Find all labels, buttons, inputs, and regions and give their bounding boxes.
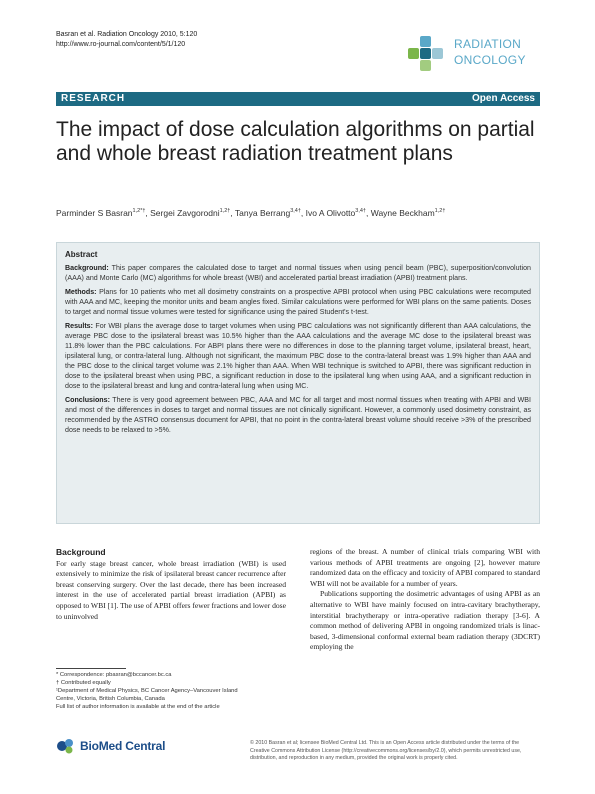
affiliation-note: ¹Department of Medical Physics, BC Cancer Agency–Vancouver Island	[56, 688, 238, 694]
publisher-logo	[56, 737, 176, 755]
abstract-results: Results: For WBI plans the average dose to target volumes when using PBC calculations was not significantly different than AAA calculations, the average PBC dose to the ipsilateral breast was 10.5% higher than the AAA calculations and the average MC dose to the ipsilateral breast was 11.8% lower than the PBC calculations. For ABPI plans there were no differences in dose to the planning target volume, ipsilateral breast, heart, ipsilateral lung, or contra-lateral lung. Although not significant, the maximum PBC dose to the contra-lateral breast was 1.9% higher than AAA and the PBC dose to the clinical target volume was 2.1% higher than AAA. When WBI technique is switched to APBI, there was significant reduction in dose to the ipsilateral breast when using PBC, a significant reduction in dose to the ipsilateral lung when using AAA, and a significant reduction in dose to the ipsilateral breast and lung and contra-lateral lung when using MC.	[65, 322, 531, 390]
affiliation-note: Centre, Victoria, British Columbia, Canada	[56, 696, 165, 702]
body-paragraph: Publications supporting the dosimetric advantages of using APBI as an alternative to WBI have mainly focused on intra-cavitary brachytherapy, interstitial brachytherapy or intra-operative radiation therapy [3-6]. A common method of delivering APBI in ongoing randomized trials is linac-based, 3-dimensional conformal external beam radiation therapy (3DCRT) employing the	[310, 589, 540, 652]
section-banner	[56, 92, 540, 106]
abstract-box	[56, 242, 540, 524]
body-paragraph: regions of the breast. A number of clinical trials comparing WBI with various methods of APBI treatments are ongoing [2], however mature randomized data on the efficacy and toxicity of APBI compared to standard WBI will not be available for a number of years.	[310, 547, 540, 588]
logo-square	[432, 48, 443, 59]
journal-logo	[408, 36, 548, 76]
abstract-conclusions: Conclusions: There is very good agreement between PBC, AAA and MC for all target and most normal tissues when treating with APBI and WBI and most of the differences in doses to target and normal tissues are not clinically significant. However, a commonly used dosimetry constraint, as recommended by the ASTRO consensus document for APBI, that no point in the contra-lateral breast volume should receive >3% of the prescribed dose needs to be relaxed to >5%.	[65, 396, 531, 434]
correspondence-note[interactable]: * Correspondence: pbasran@bccancer.bc.ca	[56, 672, 172, 678]
body-right-column	[310, 547, 540, 653]
citation-journal: Basran et al. Radiation Oncology 2010, 5:120	[56, 31, 198, 38]
body-paragraph: For early stage breast cancer, whole breast irradiation (WBI) is used extensively to minimize the risk of ipsilateral breast cancer recurrence after breast conserving surgery. Over the last decade, there has been increased interest in the use of accelerated partial breast irradiation (APBI) as opposed to WBI [1]. The use of APBI offers fewer fractions and lower dose to uninvolved	[56, 558, 286, 621]
author: Wayne Beckham$^{1,2\dagger}$	[370, 207, 446, 218]
logo-line2: ONCOLOGY	[454, 53, 526, 67]
abstract-background: Background: This paper compares the calculated dose to target and normal tissues when using pencil beam (PBC), superposition/convolution (AAA) and Monte Carlo (MC) algorithms for whole breast (WBI) and accelerated partial breast irradiation (APBI) treatment plans.	[65, 263, 531, 282]
author-info-note: Full list of author information is available at the end of the article	[56, 704, 220, 710]
author: Ivo A Olivotto$^{3,4\dagger}$	[305, 207, 366, 218]
logo-square	[420, 48, 431, 59]
logo-text	[454, 36, 526, 68]
section-label: RESEARCH	[61, 93, 126, 104]
author: Sergei Zavgorodni$^{1,2\dagger}$	[150, 207, 231, 218]
logo-square	[420, 60, 431, 71]
biomed-central-icon	[56, 737, 76, 755]
author-list: Parminder S Basran$^{1,2*\dagger}$, Sergei Zavgorodni$^{1,2\dagger}$, Tanya Berrang$^{3,4\dagger}$, Ivo A Olivotto$^{3,4\dagger}$, Wayne Beckham$^{1,2\dagger}$	[56, 207, 446, 218]
footnote-divider	[56, 668, 126, 669]
footnotes	[56, 671, 286, 711]
article-title: The impact of dose calculation algorithms on partial and whole breast radiation treatment plans	[56, 118, 535, 165]
logo-line1: RADIATION	[454, 37, 522, 51]
open-access-label: Open Access	[472, 93, 535, 104]
logo-squares-icon	[408, 36, 450, 70]
contributed-note: † Contributed equally	[56, 680, 111, 686]
logo-square	[408, 48, 419, 59]
citation-header	[56, 30, 197, 50]
citation-url[interactable]: http://www.ro-journal.com/content/5/1/120	[56, 41, 186, 48]
body-left-column	[56, 547, 286, 622]
publisher-name: BioMed Central	[80, 739, 166, 753]
background-heading: Background	[56, 547, 106, 557]
abstract-methods: Methods: Plans for 10 patients who met all dosimetry constraints on a prospective APBI protocol when using PBC calculations were recomputed with AAA and MC, keeping the monitor units and beam angles fixed. Similar calculations were performed for WBI plans on the same patients. Doses to target and normal tissue volumes were tested for significance using the paired Student's t-test.	[65, 288, 531, 317]
logo-square	[420, 36, 431, 47]
author: Tanya Berrang$^{3,4\dagger}$	[234, 207, 301, 218]
license-text: © 2010 Basran et al; licensee BioMed Central Ltd. This is an Open Access article distributed under the terms of the Creative Commons Attribution License (http://creativecommons.org/licenses/by/2.0), which permits unrestricted use, distribution, and reproduction in any medium, provided the original work is properly cited.	[250, 740, 522, 761]
abstract-heading: Abstract	[65, 250, 98, 259]
author: Parminder S Basran$^{1,2*\dagger}$	[56, 207, 146, 218]
